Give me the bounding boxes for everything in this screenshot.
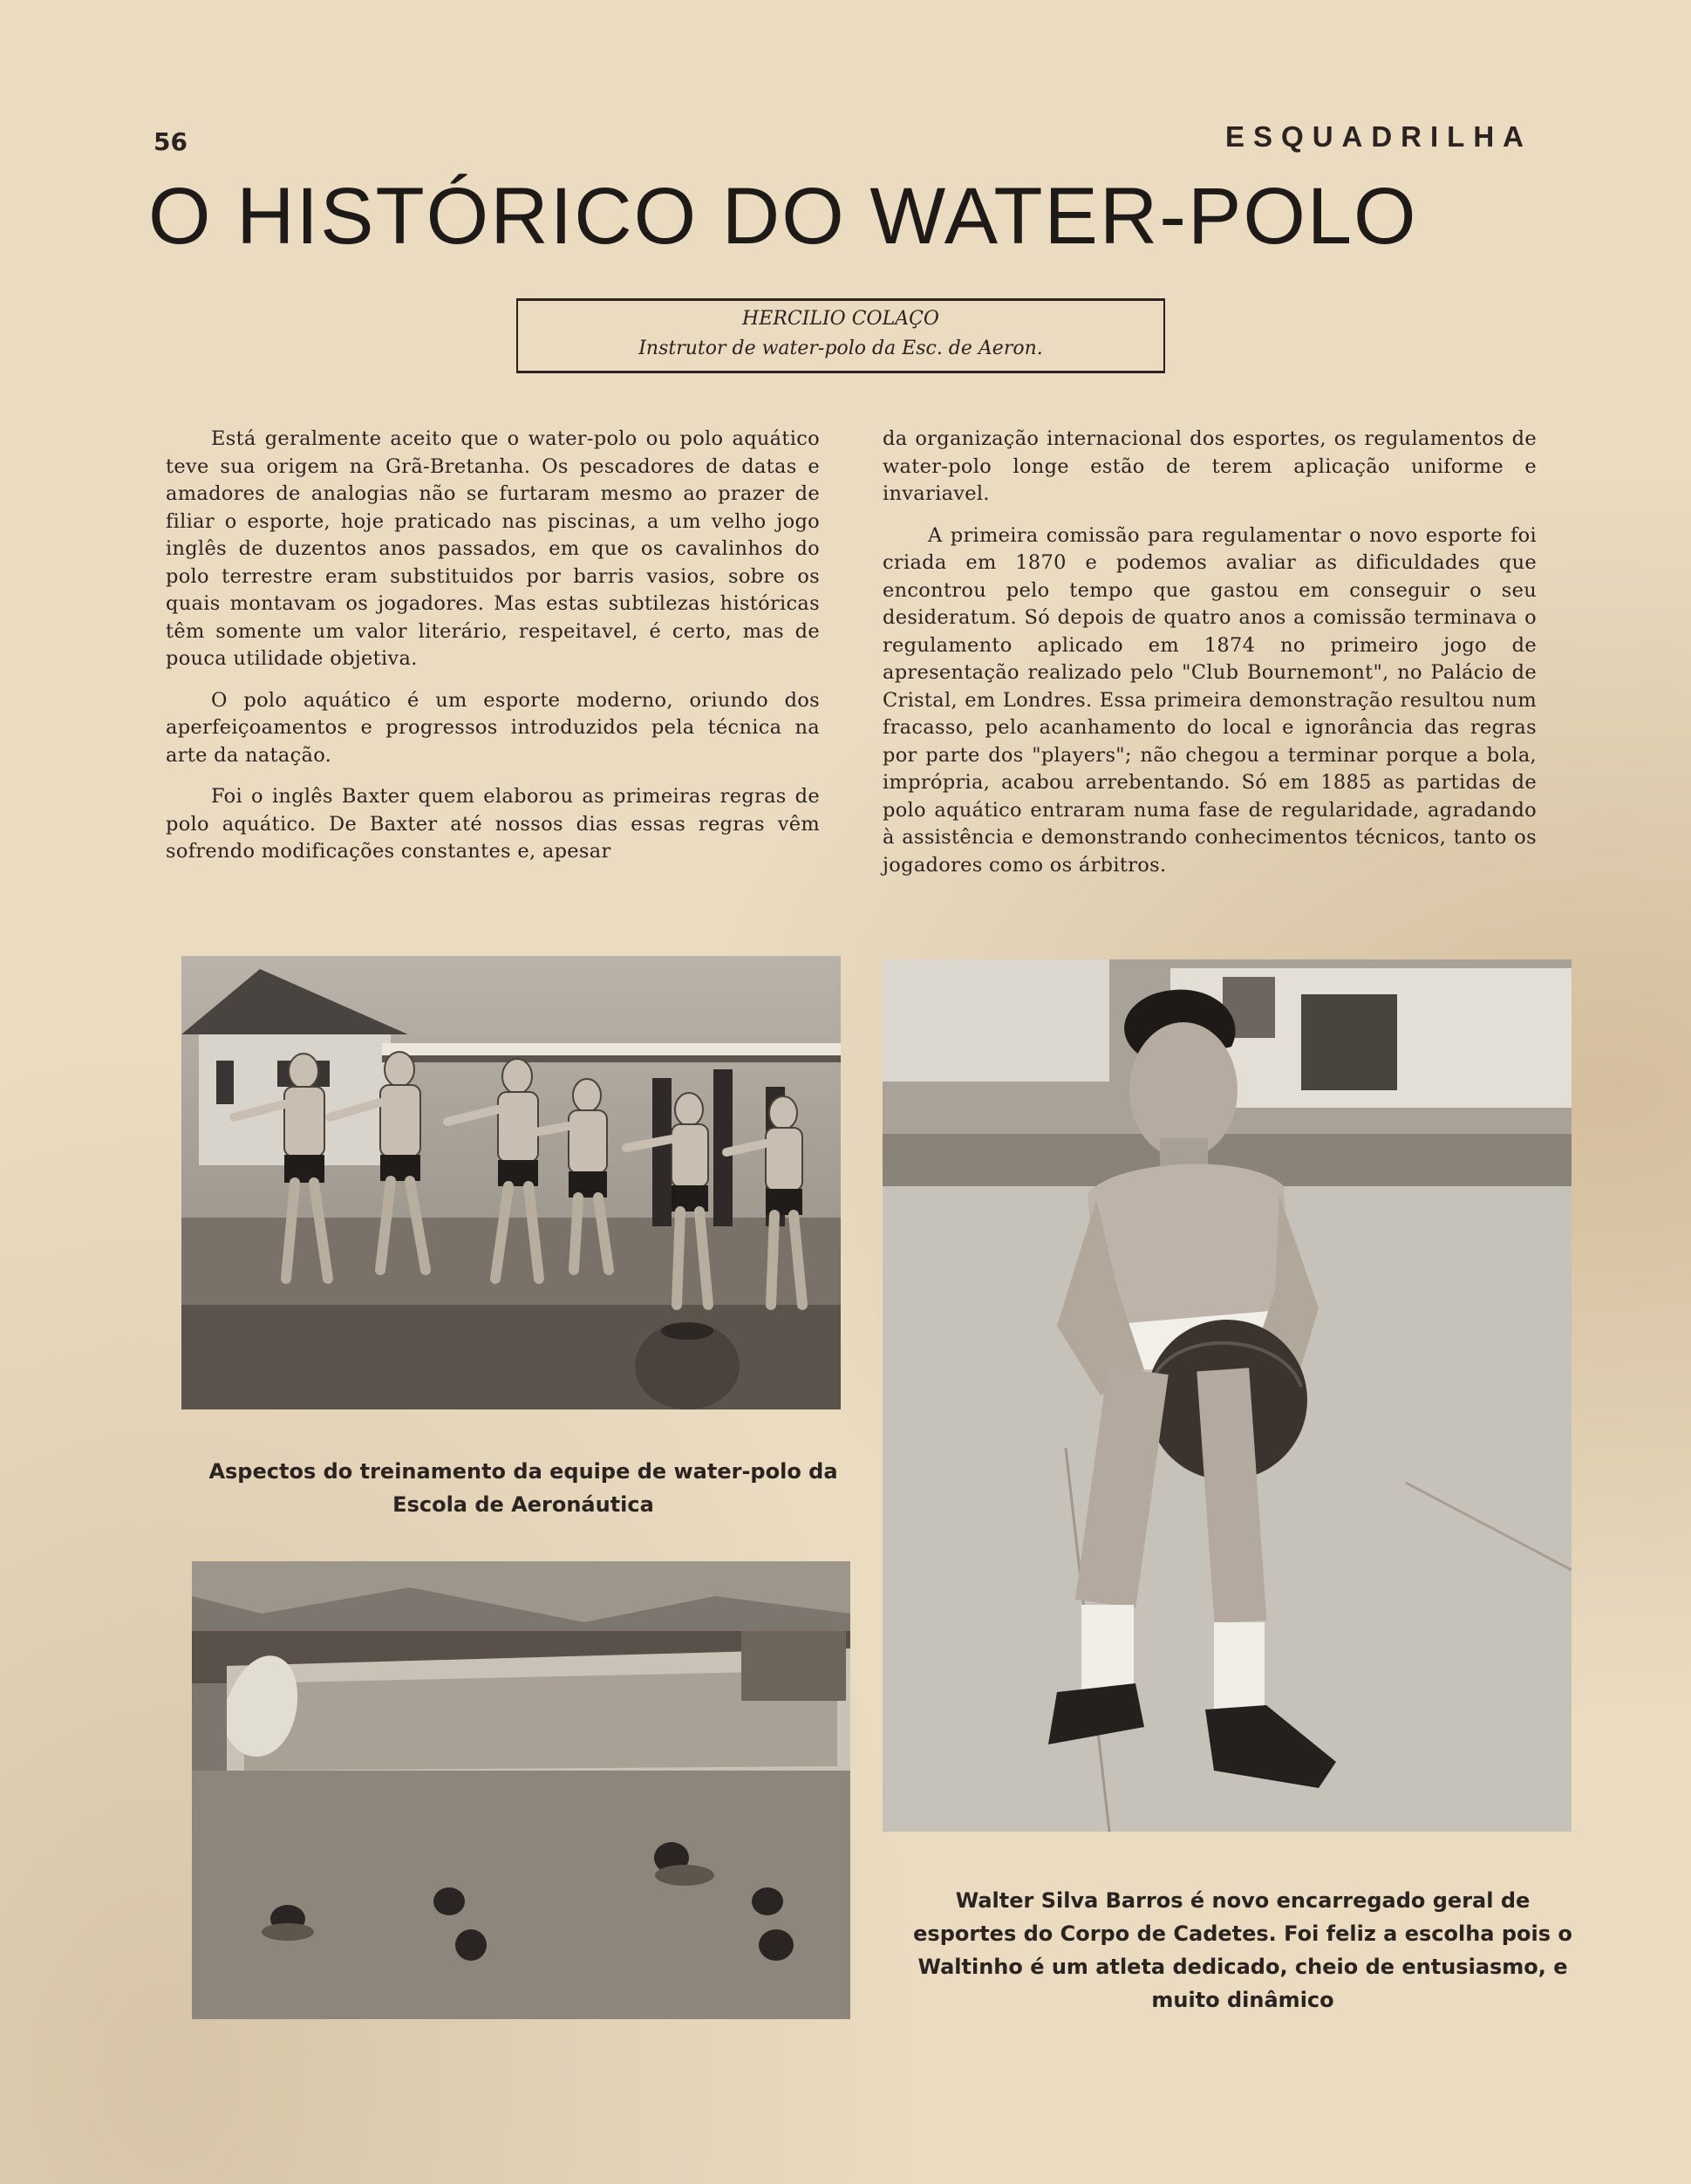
article-column-left [166, 426, 820, 880]
paragraph: da organização internacional dos esportes, os regulamentos de water-polo longe estão de terem aplicação uniforme e invariavel. [883, 427, 1537, 505]
caption-walter: Walter Silva Barros é novo encarregado geral de esportes do Corpo de Cadetes. Foi feliz a escolha pois o Waltinho é um atleta dedicado, cheio de entusiasmo, e muito dinâmico [913, 1888, 1572, 2012]
author-role: Instrutor de water-polo da Esc. de Aeron. [638, 338, 1043, 359]
walter-photo [883, 959, 1572, 1832]
magazine-name: ESQUADRILHA [1225, 120, 1533, 153]
paragraph: Foi o inglês Baxter quem elaborou as primeiras regras de polo aquático. De Baxter até nossos dias essas regras vêm sofrendo modificações constantes e, apesar [166, 785, 820, 863]
author-name: HERCILIO COLAÇO [742, 308, 939, 330]
byline-box [516, 298, 1165, 373]
article-title: O HISTÓRICO DO WATER-POLO [148, 172, 1418, 261]
caption-training: Aspectos do treinamento da equipe de water-polo da Escola de Aeronáutica [208, 1459, 838, 1517]
paragraph: Está geralmente aceito que o water-polo ou polo aquático teve sua origem na Grã-Bretanha. Os pescadores de datas e amadores de analogias não se furtaram mesmo ao prazer de filiar o esporte, hoje praticado nas piscinas, a um velho jogo inglês de duzentos anos passados, em que os cavalinhos do polo terrestre eram substituidos por barris vasios, sobre os quais montavam os jogadores. Mas estas subtilezas históricas têm somente um valor literário, respeitavel, é certo, mas de pouca utilidade objetiva. [166, 427, 820, 670]
page-number: 56 [153, 127, 188, 156]
paragraph: O polo aquático é um esporte moderno, oriundo dos aperfeiçoamentos e progressos introduzidos pela técnica na arte da natação. [166, 688, 820, 767]
paragraph: A primeira comissão para regulamentar o novo esporte foi criada em 1870 e podemos avaliar as dificuldades que encontrou pelo tempo que gastou em conseguir o seu desideratum. Só depois de quatro anos a comissão terminava o regulamento aplicado em 1874 no primeiro jogo de apresentação realizado pelo "Club Bournemont", no Palácio de Cristal, em Londres. Essa primeira demonstração resultou num fracasso, pelo acanhamento do local e ignorância das regras por parte dos "players"; não chegou a terminar porque a bola, imprópria, acabou arrebentando. Só em 1885 as partidas de polo aquático entraram numa fase de regularidade, agradando à assistência e demonstrando conhecimentos técnicos, tanto os jogadores como os árbitros. [883, 523, 1537, 877]
training-photo [181, 956, 841, 1409]
article-column-right [883, 426, 1537, 893]
pool-photo [192, 1561, 850, 2019]
